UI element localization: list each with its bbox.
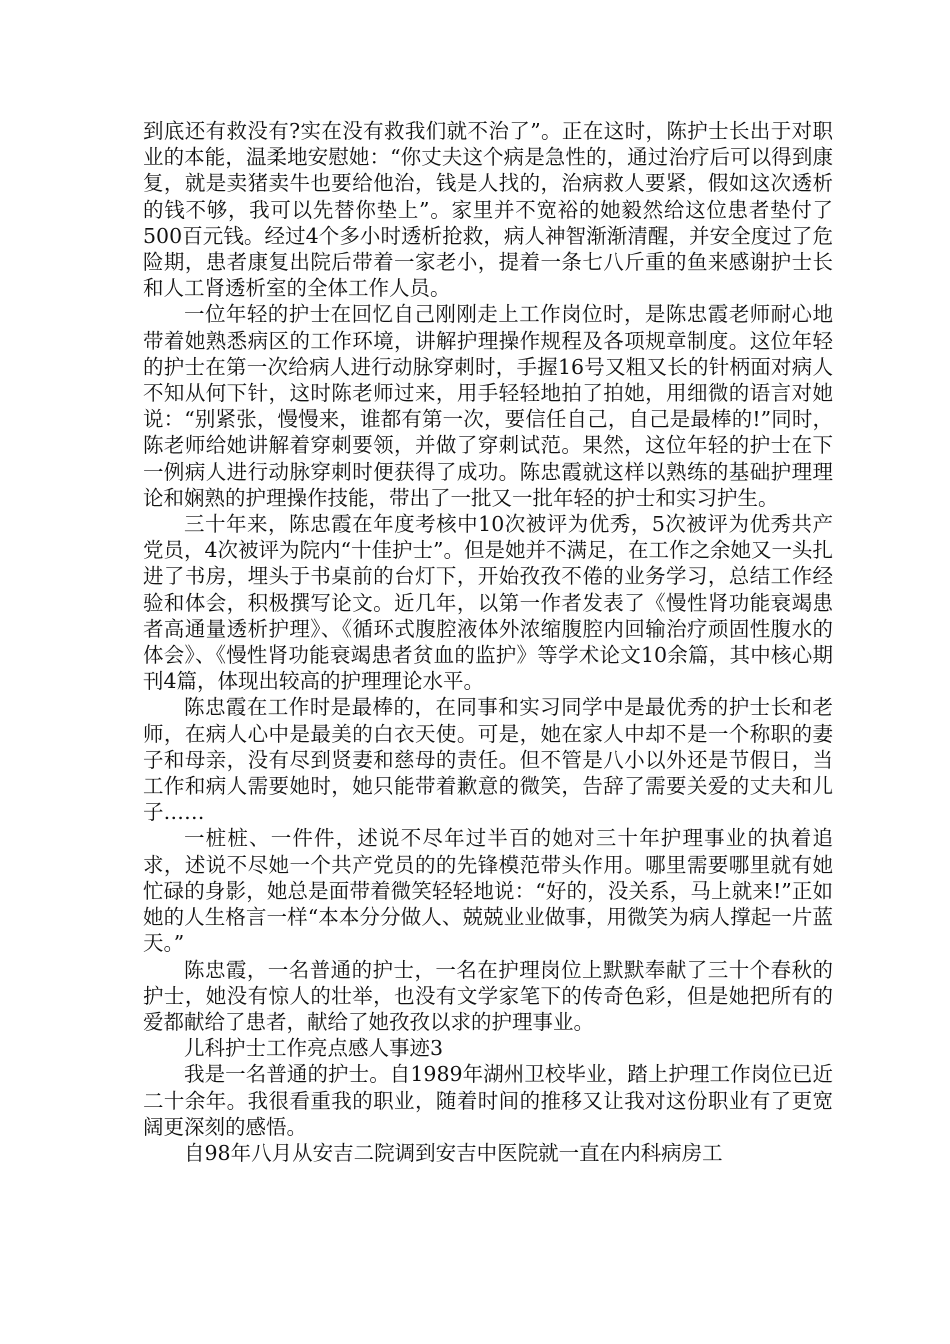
paragraph-5: 一桩桩、一件件，述说不尽年过半百的她对三十年护理事业的执着追求，述说不尽她一个共产党员的的先锋模范带头作用。哪里需要哪里就有她忙碌的身影，她总是面带着微笑轻轻地说：“好的，没关系，马上就来!”正如她的人生格言一样“本本分分做人、兢兢业业做事，用微笑为病人撑起一片蓝天。”: [143, 826, 833, 956]
paragraph-2: 一位年轻的护士在回忆自己刚刚走上工作岗位时，是陈忠霞老师耐心地带着她熟悉病区的工作环境，讲解护理操作规程及各项规章制度。这位年轻的护士在第一次给病人进行动脉穿刺时，手握16号又粗又长的针柄面对病人不知从何下针，这时陈老师过来，用手轻轻地拍了拍她，用细微的语言对她说：“别紧张，慢慢来，谁都有第一次，要信任自己，自己是最棒的!”同时，陈老师给她讲解着穿刺要领，并做了穿刺试范。果然，这位年轻的护士在下一例病人进行动脉穿刺时便获得了成功。陈忠霞就这样以熟练的基础护理理论和娴熟的护理操作技能，带出了一批又一批年轻的护士和实习护生。: [143, 302, 833, 510]
paragraph-7: 我是一名普通的护士。自1989年湖州卫校毕业，踏上护理工作岗位已近二十余年。我很看重我的职业，随着时间的推移又让我对这份职业有了更宽阔更深刻的感悟。: [143, 1062, 833, 1139]
document-page: [143, 118, 833, 1166]
paragraph-6: 陈忠霞，一名普通的护士，一名在护理岗位上默默奉献了三十个春秋的护士，她没有惊人的壮举，也没有文学家笔下的传奇色彩，但是她把所有的爱都献给了患者，献给了她孜孜以求的护理事业。: [143, 957, 833, 1034]
paragraph-4: 陈忠霞在工作时是最棒的，在同事和实习同学中是最优秀的护士长和老师，在病人心中是最美的白衣天使。可是，她在家人中却不是一个称职的妻子和母亲，没有尽到贤妻和慈母的责任。但不管是八小以外还是节假日，当工作和病人需要她时，她只能带着歉意的微笑，告辞了需要关爱的丈夫和儿子……: [143, 695, 833, 825]
paragraph-3: 三十年来，陈忠霞在年度考核中10次被评为优秀，5次被评为优秀共产党员，4次被评为院内“十佳护士”。但是她并不满足，在工作之余她又一头扎进了书房，埋头于书桌前的台灯下，开始孜孜不倦的业务学习，总结工作经验和体会，积极撰写论文。近几年，以第一作者发表了《慢性肾功能衰竭患者高通量透析护理》、《循环式腹腔液体外浓缩腹腔内回输治疗顽固性腹水的体会》、《慢性肾功能衰竭患者贫血的监护》等学术论文10余篇，其中核心期刊4篇，体现出较高的护理理论水平。: [143, 512, 834, 694]
section-heading: 儿科护士工作亮点感人事迹3: [184, 1036, 444, 1061]
paragraph-8: 自98年八月从安吉二院调到安吉中医院就一直在内科病房工: [184, 1140, 723, 1165]
paragraph-1: 到底还有救没有?实在没有救我们就不治了”。正在这时，陈护士长出于对职业的本能，温柔地安慰她：“你丈夫这个病是急性的，通过治疗后可以得到康复，就是卖猪卖牛也要给他治，钱是人找的，治病救人要紧，假如这次透析的钱不够，我可以先替你垫上”。家里并不宽裕的她毅然给这位患者垫付了500百元钱。经过4个多小时透析抢救，病人神智渐渐清醒，并安全度过了危险期，患者康复出院后带着一家老小，提着一条七八斤重的鱼来感谢护士长和人工肾透析室的全体工作人员。: [143, 119, 833, 301]
